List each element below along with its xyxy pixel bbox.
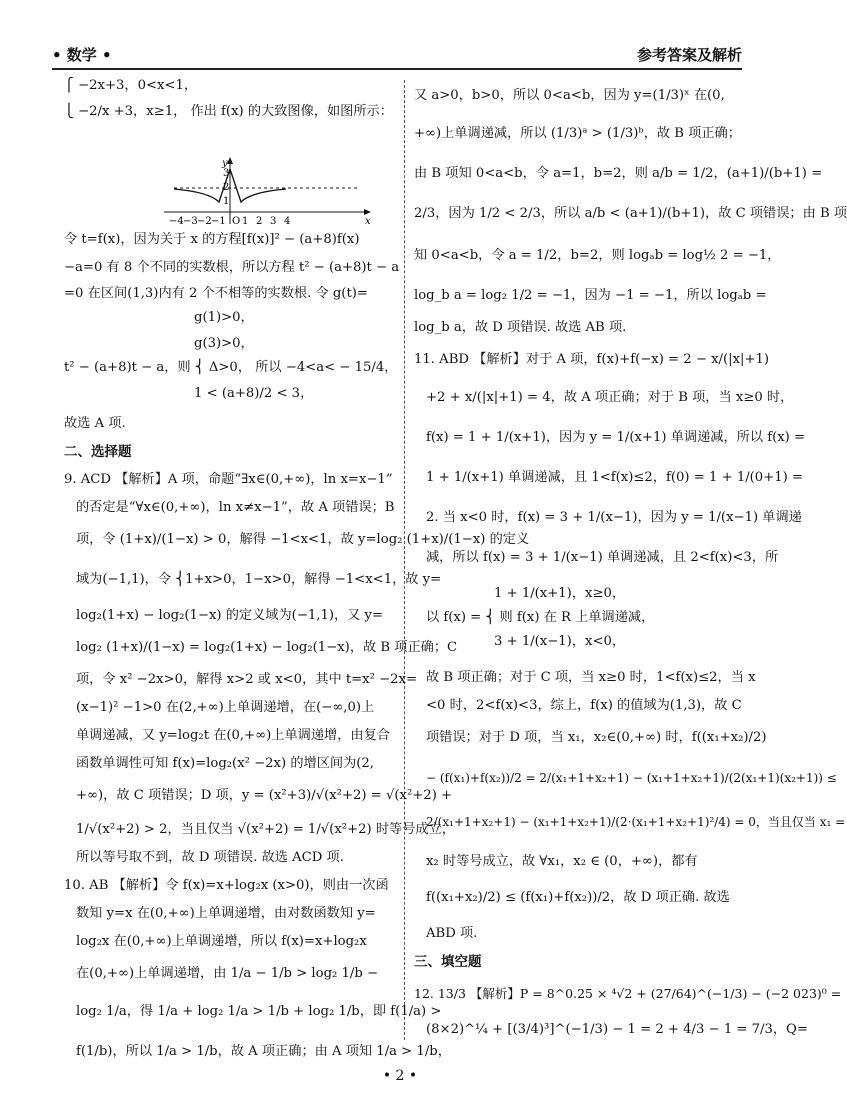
text-line: 单调递减，又 y=log₂t 在(0,+∞)上单调递增，由复合 bbox=[76, 728, 390, 743]
section-heading: 三、填空题 bbox=[414, 954, 482, 970]
text-line: 数知 y=x 在(0,+∞)上单调递增，由对数函数知 y= bbox=[76, 906, 376, 921]
y-tick-label: 2 bbox=[223, 182, 230, 193]
x-tick-label: −1 bbox=[211, 216, 226, 227]
text-line: 10. AB 【解析】令 f(x)=x+log₂x (x>0)，则由一次函 bbox=[64, 878, 389, 893]
text-line: 在(0,+∞)上单调递增，由 1/a − 1/b > log₂ 1/b − bbox=[76, 966, 379, 981]
text-line: ⎧ −2x+3，0<x<1， bbox=[64, 78, 198, 93]
text-line: 域为(−1,1)，令 ⎨1+x>0，1−x>0，解得 −1<x<1，故 y= bbox=[76, 572, 442, 587]
header-subject: • 数学 • bbox=[52, 46, 112, 64]
text-line: log₂ 1/a，得 1/a + log₂ 1/a > 1/b + log₂ 1/b，即 f(1/a) > bbox=[76, 1004, 442, 1019]
text-line: 11. ABD 【解析】对于 A 项，f(x)+f(−x) = 2 − x/(|x|+1) bbox=[414, 352, 770, 367]
text-line: 2/3，因为 1/2 < 2/3，所以 a/b < (a+1)/(b+1)，故 C 项错误；由 B 项 bbox=[414, 206, 847, 221]
y-axis-arrow bbox=[227, 157, 233, 164]
y-tick-label: 1 bbox=[223, 196, 230, 207]
text-line: f(1/b)，所以 1/a > 1/b，故 A 项正确；由 A 项知 1/a > 1/b， bbox=[76, 1044, 451, 1059]
text-line: log₂ (1+x)/(1−x) = log₂(1+x) − log₂(1−x)，故 B 项正确；C bbox=[76, 640, 458, 655]
text-line: 又 a>0，b>0，所以 0<a<b，因为 y=(1/3)ˣ 在(0, bbox=[414, 88, 725, 103]
x-tick-label: −3 bbox=[183, 216, 198, 227]
text-line: 9. ACD 【解析】A 项，命题“∃x∈(0,+∞)，ln x=x−1” bbox=[64, 472, 393, 487]
y-axis-label: y bbox=[222, 158, 228, 169]
function-graph bbox=[164, 156, 374, 226]
text-line: 故选 A 项. bbox=[64, 416, 126, 431]
header-title: 参考答案及解析 bbox=[636, 46, 742, 64]
x-tick-label: 4 bbox=[284, 216, 291, 227]
text-line: log_b a，故 D 项错误. 故选 AB 项. bbox=[414, 320, 627, 335]
text-line: 知 0<a<b，令 a = 1/2，b=2，则 logₐb = log½ 2 = −1， bbox=[414, 248, 781, 263]
text-line: 的否定是“∀x∈(0,+∞)，ln x≠x−1”，故 A 项错误；B bbox=[76, 500, 395, 515]
section-heading: 二、选择题 bbox=[64, 444, 132, 460]
text-line: (8×2)^¼ + [(3/4)³]^(−1/3) − 1 = 2 + 4/3 − 1 = 7/3，Q= bbox=[426, 1022, 808, 1037]
text-line: 以 f(x) = ⎨ 则 f(x) 在 R 上单调递减， bbox=[426, 610, 655, 625]
origin-label: O bbox=[232, 216, 241, 227]
column-divider bbox=[404, 80, 405, 1040]
text-line: ABD 项. bbox=[426, 926, 478, 941]
text-line: 3 + 1/(x−1)，x<0， bbox=[494, 634, 626, 649]
text-line: f(x) = 1 + 1/(x+1)，因为 y = 1/(x+1) 单调递减，所以 f(x) = bbox=[426, 430, 806, 445]
text-line: − (f(x₁)+f(x₂))/2 = 2/(x₁+1+x₂+1) − (x₁+1+x₂+1)/(2(x₁+1)(x₂+1)) ≤ bbox=[426, 771, 837, 785]
text-line: 1 < (a+8)/2 < 3， bbox=[194, 386, 314, 401]
text-line: +∞)上单调递减，所以 (1/3)ᵃ > (1/3)ᵇ，故 B 项正确； bbox=[414, 126, 741, 141]
x-tick-label: 3 bbox=[270, 216, 277, 227]
text-line: x₂ 时等号成立，故 ∀x₁，x₂ ∈ (0，+∞)，都有 bbox=[426, 854, 698, 869]
x-tick-label: 2 bbox=[256, 216, 263, 227]
text-line: f((x₁+x₂)/2) ≤ (f(x₁)+f(x₂))/2，故 D 项正确. 故选 bbox=[426, 890, 730, 905]
text-line: g(1)>0， bbox=[194, 310, 254, 325]
text-line: 所以等号取不到，故 D 项错误. 故选 ACD 项. bbox=[76, 850, 344, 865]
text-line: 1/√(x²+2) > 2，当且仅当 √(x²+2) = 1/√(x²+2) 时等号成立， bbox=[76, 822, 455, 837]
text-line: g(3)>0， bbox=[194, 336, 254, 351]
text-line: 2/(x₁+1+x₂+1) − (x₁+1+x₂+1)/(2·(x₁+1+x₂+1)²/4) = 0，当且仅当 x₁ = bbox=[426, 815, 846, 829]
x-tick-label: 1 bbox=[242, 216, 249, 227]
text-line: 项，令 (1+x)/(1−x) > 0，解得 −1<x<1，故 y=log₂ (1+x)/(1−x) 的定义 bbox=[76, 532, 530, 547]
y-tick-label: 3 bbox=[223, 168, 230, 179]
text-line: log₂x 在(0,+∞)上单调递增，所以 f(x)=x+log₂x bbox=[76, 934, 367, 949]
text-line: =0 在区间(1,3)内有 2 个不相等的实数根. 令 g(t)= bbox=[64, 286, 368, 301]
text-line: ⎩ −2/x +3，x≥1， 作出 f(x) 的大致图像，如图所示： bbox=[64, 104, 393, 119]
text-line: log₂(1+x) − log₂(1−x) 的定义域为(−1,1)，又 y= bbox=[76, 608, 384, 623]
text-line: log_b a = log₂ 1/2 = −1，因为 −1 = −1，所以 logₐb = bbox=[414, 288, 767, 303]
text-line: 2. 当 x<0 时，f(x) = 3 + 1/(x−1)，因为 y = 1/(x−1) 单调递 bbox=[426, 510, 802, 525]
text-line: 12. 13/3 【解析】P = 8^0.25 × ⁴√2 + (27/64)^(−1/3) − (−2 023)⁰ = bbox=[414, 986, 842, 1001]
text-line: +2 + x/(|x|+1) = 4，故 A 项正确；对于 B 项，当 x≥0 时， bbox=[426, 390, 794, 405]
text-line: 由 B 项知 0<a<b，令 a=1，b=2，则 a/b = 1/2，(a+1)/(b+1) = bbox=[414, 166, 823, 181]
text-line: <0 时，2<f(x)<3，综上，f(x) 的值域为(1,3)，故 C bbox=[426, 698, 742, 713]
text-line: 1 + 1/(x+1) 单调递减，且 1<f(x)≤2，f(0) = 1 + 1/(0+1) = bbox=[426, 470, 804, 485]
x-axis-arrow bbox=[364, 209, 371, 215]
text-line: +∞)，故 C 项错误；D 项，y = (x²+3)/√(x²+2) = √(x²+2) + bbox=[76, 788, 453, 803]
x-tick-label: −2 bbox=[197, 216, 212, 227]
text-line: −a=0 有 8 个不同的实数根，所以方程 t² − (a+8)t − a bbox=[64, 260, 400, 275]
page-number: • 2 • bbox=[382, 1068, 418, 1084]
text-line: 项，令 x² −2x>0，解得 x>2 或 x<0，其中 t=x² −2x= bbox=[76, 672, 418, 687]
text-line: 故 B 项正确；对于 C 项，当 x≥0 时，1<f(x)≤2，当 x bbox=[426, 670, 756, 685]
text-line: 1 + 1/(x+1)，x≥0， bbox=[494, 586, 626, 601]
x-tick-label: −4 bbox=[169, 216, 184, 227]
text-line: 函数单调性可知 f(x)=log₂(x² −2x) 的增区间为(2, bbox=[76, 756, 374, 771]
text-line: (x−1)² −1>0 在(2,+∞)上单调递增，在(−∞,0)上 bbox=[76, 700, 375, 715]
text-line: t² − (a+8)t − a，则 ⎨ Δ>0， 所以 −4<a< − 15/4， bbox=[64, 360, 398, 375]
text-line: 令 t=f(x)，因为关于 x 的方程[f(x)]² − (a+8)f(x) bbox=[64, 232, 360, 247]
page-header bbox=[52, 42, 742, 70]
text-line: 项错误；对于 D 项，当 x₁，x₂∈(0,+∞) 时，f((x₁+x₂)/2) bbox=[426, 730, 767, 745]
text-line: 减，所以 f(x) = 3 + 1/(x−1) 单调递减，且 2<f(x)<3，所 bbox=[426, 550, 779, 565]
x-axis-label: x bbox=[365, 216, 371, 227]
